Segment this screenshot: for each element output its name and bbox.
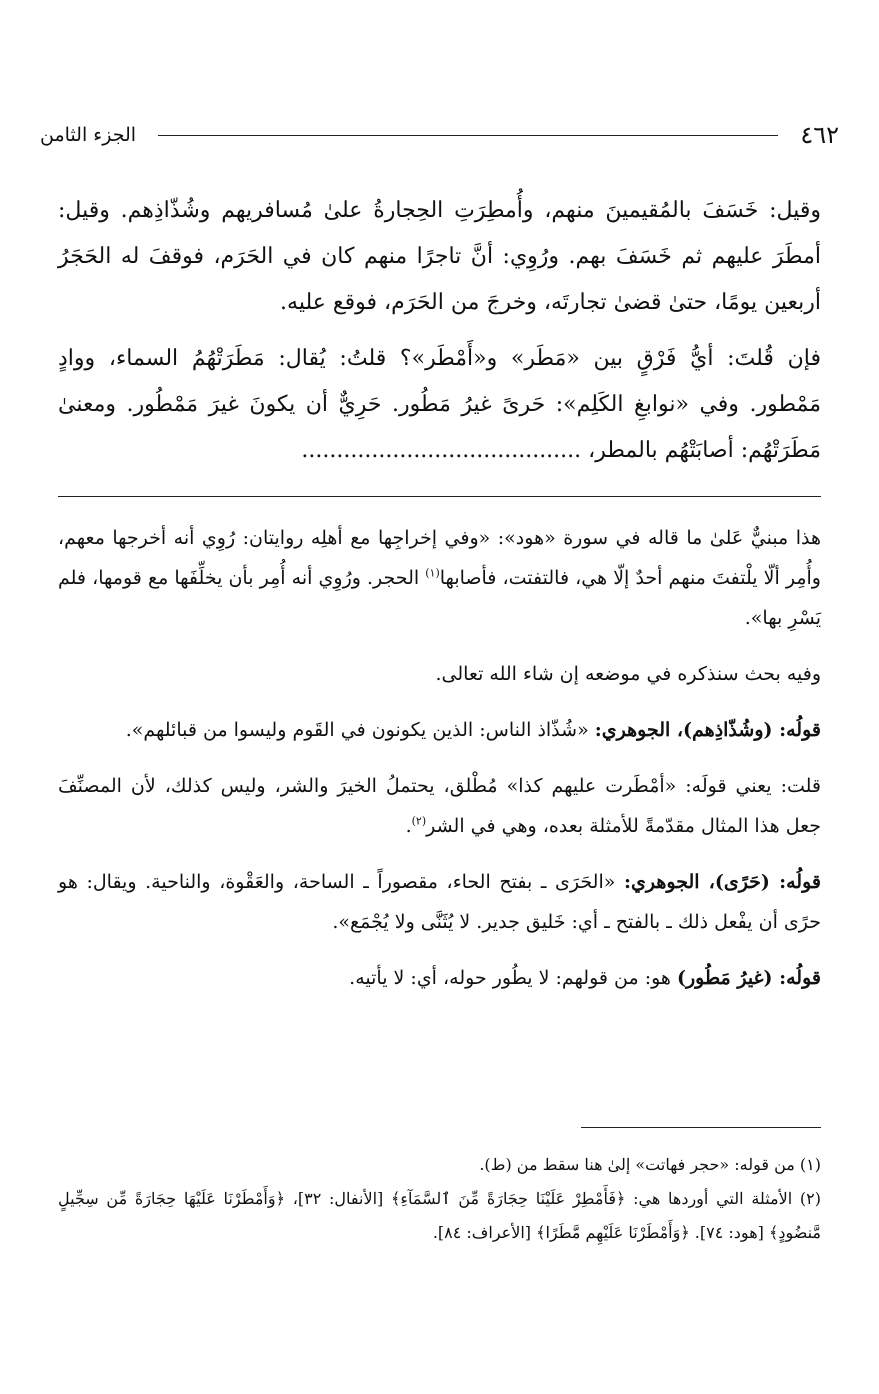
commentary-label: قولُه: (غيرُ مَطُور) [676, 967, 821, 989]
footnote-ref: (١) [425, 566, 440, 580]
footnote-rule [581, 1127, 821, 1128]
commentary-text: «شُذّاذ الناس: الذين يكونون في القَوم وليسوا من قبائلهم». [125, 719, 595, 741]
footnote-1: (١) من قوله: «حجر فهاتت» إلىٰ هنا سقط من (ط). [479, 1155, 821, 1174]
commentary-paragraph [58, 862, 821, 942]
commentary-paragraph [58, 518, 821, 638]
page-number: ٤٦٢ [800, 121, 839, 149]
commentary-paragraph [58, 766, 821, 846]
commentary-text: «الحَرَى ـ بفتح الحاء، مقصوراً ـ الساحة، والعَقْوة، والناحية. ويقال: هو حرًى أن يفْعل ذلك ـ بالفتح ـ أي: خَليق جدير. لا يُثَنَّى ولا يُجْمَع». [58, 871, 821, 933]
footnote-ref: (٢) [411, 814, 427, 828]
main-text [58, 188, 821, 484]
commentary-text: هذا مبنيٌّ عَلىٰ ما قاله في سورة «هود»: «وفي إخراجِها مع أهلِه روايتان: رُوِي أنه أخرجها معهم، وأُمِر ألّا يلْتفتَ منهم أحدٌ إلّا هي، فالتفتت، فأصابها [58, 527, 821, 589]
commentary-text: الحجر. ورُوِي أنه أُمِر بأن يخلِّفَها مع قومها، فلم يَسْرِ بها». [58, 567, 821, 629]
commentary-paragraph [58, 710, 821, 750]
commentary-label: قولُه: (وشُذّاذِهم)، الجوهري: [594, 719, 821, 741]
commentary [58, 518, 821, 1014]
main-paragraph: فإن قُلتَ: أيُّ فَرْقٍ بين «مَطَر» و«أَمْطَر»؟ قلتُ: يُقال: مَطَرَتْهُمُ السماء، ووادٍ مَمْطور. وفي «نوابغِ الكَلِم»: حَرىً غيرُ مَطُور. حَرِيٌّ أن يكونَ غيرَ مَمْطُور. ومعنىٰ مَطَرَتْهُم: أصابَتْهُم بالمطر، ........................................ [58, 346, 821, 463]
commentary-paragraph [58, 958, 821, 998]
footnotes [58, 1148, 821, 1250]
commentary-text: هو: من قولهم: لا يطُور حوله، أي: لا يأتيه. [349, 967, 677, 989]
commentary-text: . [405, 815, 412, 837]
main-paragraph: وقيل: خَسَفَ بالمُقيمينَ منهم، وأُمطِرَتِ الحِجارةُ علىٰ مُسافريهم وشُذّاذِهم. وقيل: أمطَرَ عليهم ثم خَسَفَ بهم. ورُوِي: أنَّ تاجرًا منهم كان في الحَرَم، فوقفَ له الحَجَرُ أربعين يومًا، حتىٰ قضىٰ تجارتَه، وخرجَ من الحَرَم، فوقع عليه. [58, 198, 821, 315]
commentary-label: قولُه: (حَرًى)، الجوهري: [623, 871, 821, 893]
header-rule [158, 135, 778, 136]
text-divider [58, 496, 821, 497]
commentary-text: قلت: يعني قولَه: «أمْطَرت عليهم كذا» مُطْلق، يحتملُ الخيرَ والشر، وليس كذلك، لأن المصنِّفَ جعل هذا المثال مقدّمةً للأمثلة بعده، وهي في الشر [58, 775, 821, 837]
running-title: الجزء الثامن [40, 124, 137, 146]
page-header [40, 118, 839, 152]
footnote-2: (٢) الأمثلة التي أوردها هي: ﴿فَأَمْطِرْ عَلَيْنَا حِجَارَةً مِّنَ ٱلسَّمَآءِ﴾ [الأنفال: ٣٢]، ﴿وَأَمْطَرْنَا عَلَيْهَا حِجَارَةً مِّن سِجِّيلٍ مَّنضُودٍ﴾ [هود: ٧٤]. ﴿وَأَمْطَرْنَا عَلَيْهِم مَّطَرًا﴾ [الأعراف: ٨٤]. [58, 1189, 821, 1242]
commentary-paragraph: وفيه بحث سنذكره في موضعه إن شاء الله تعالى. [435, 663, 821, 685]
